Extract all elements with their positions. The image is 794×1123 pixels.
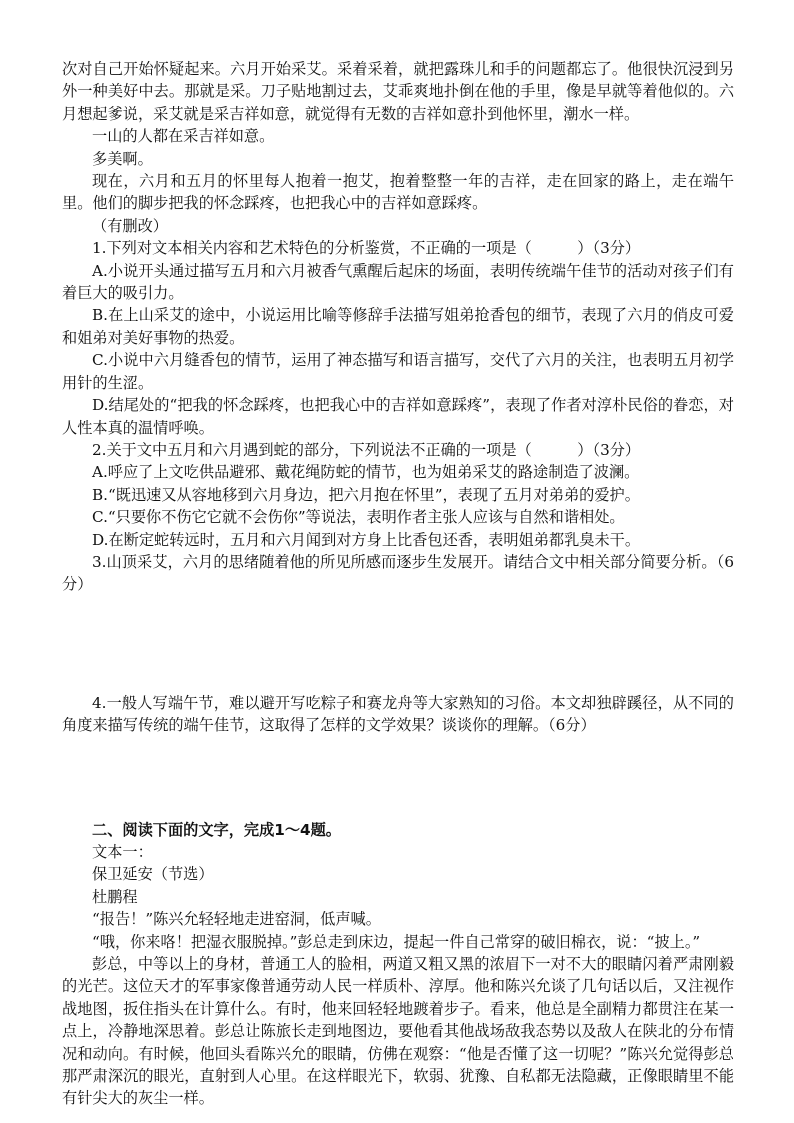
question-1-option-d: D.结尾处的“把我的怀念踩疼，也把我心中的吉祥如意踩疼”，表现了作者对淳朴民俗的眷恋，对人性本真的温情呼唤。 [62, 396, 734, 437]
source-note: （有删改） [92, 216, 168, 235]
text-label: 文本一： [92, 842, 153, 861]
story-paragraph: 一山的人都在采吉祥如意。 [92, 127, 275, 146]
question-4: 4.一般人写端午节，难以避开写吃粽子和赛龙舟等大家熟知的习俗。本文却独辟蹊径，从不同的角度来描写传统的端午佳节，这取得了怎样的文学效果？谈谈你的理解。（6分） [62, 693, 734, 735]
question-1-option-b: B.在上山采艾的途中，小说运用比喻等修辞手法描写姐弟抢香包的细节，表现了六月的俏皮可爱和姐弟对美好事物的热爱。 [62, 306, 734, 347]
excerpt-paragraph: 彭总，中等以上的身材，普通工人的脸相，两道又粗又黑的浓眉下一对不大的眼睛闪着严肃刚毅的光芒。这位天才的军事家像普通劳动人民一样质朴、淳厚。他和陈兴允谈了几句话以后，又注视作战地图，扳住指头在计算什么。有时，他来回轻轻地踱着步子。看来，他总是全副精力都贯注在某一点上，冷静地深思着。彭总让陈旅长走到地图边，要他看其他战场敌我态势以及敌人在陕北的分布情况和动向。有时候，他回头看陈兴允的眼睛，仿佛在观察：“他是否懂了这一切呢？”陈兴允觉得彭总那严肃深沉的眼光，直射到人心里。在这样眼光下，软弱、犹豫、自私都无法隐藏，正像眼睛里不能有针尖大的灰尘一样。 [62, 955, 734, 1108]
question-2-option-b: B.“既迅速又从容地移到六月身边，把六月抱在怀里”，表现了五月对弟弟的爱护。 [92, 485, 640, 504]
question-3: 3.山顶采艾，六月的思绪随着他的所见所感而逐步生发展开。请结合文中相关部分简要分析。（6分） [62, 552, 734, 594]
question-2-option-c: C.“只要你不伤它它就不会伤你”等说法，表明作者主张人应该与自然和谐相处。 [92, 508, 625, 527]
excerpt-paragraph: “报告！”陈兴允轻轻地走进窑洞，低声喊。 [92, 910, 381, 929]
section-heading: 二、阅读下面的文字，完成1～4题。 [92, 820, 341, 839]
question-1-stem: 1.下列对文本相关内容和艺术特色的分析鉴赏，不正确的一项是（ ）（3分） [92, 239, 641, 258]
excerpt-paragraph: “哦，你来咯！把湿衣服脱掉。”彭总走到床边，提起一件自己常穿的破旧棉衣，说：“披上。” [92, 932, 701, 951]
question-2-option-d: D.在断定蛇转远时，五月和六月闻到对方身上比香包还香，表明姐弟都乳臭未干。 [92, 530, 641, 549]
document-page [62, 58, 734, 1110]
answer-space [62, 737, 734, 819]
question-1-option-c: C.小说中六月缝香包的情节，运用了神态描写和语言描写，交代了六月的关注，也表明五月初学用针的生涩。 [62, 351, 734, 392]
question-2-stem: 2.关于文中五月和六月遇到蛇的部分，下列说法不正确的一项是（ ）（3分） [92, 440, 641, 459]
answer-space [62, 596, 734, 692]
excerpt-author: 杜鹏程 [92, 887, 138, 906]
story-paragraph: 现在，六月和五月的怀里每人抱着一抱艾，抱着整整一年的吉祥，走在回家的路上，走在端午里。他们的脚步把我的怀念踩疼，也把我心中的吉祥如意踩疼。 [62, 172, 734, 213]
question-1-option-a: A.小说开头通过描写五月和六月被香气熏醒后起床的场面，表明传统端午佳节的活动对孩子们有着巨大的吸引力。 [62, 261, 734, 303]
story-paragraph: 多美啊。 [92, 149, 153, 168]
story-paragraph: 次对自己开始怀疑起来。六月开始采艾。采着采着，就把露珠儿和手的问题都忘了。他很快沉浸到另外一种美好中去。那就是采。刀子贴地割过去，艾乖爽地扑倒在他的手里，像是早就等着他似的。六月想起爹说，采艾就是采吉祥如意，就觉得有无数的吉祥如意扑到他怀里，潮水一样。 [62, 60, 734, 123]
question-2-option-a: A.呼应了上文吃供品避邪、戴花绳防蛇的情节，也为姐弟采艾的路途制造了波澜。 [92, 463, 640, 482]
excerpt-title: 保卫延安（节选） [92, 865, 214, 884]
